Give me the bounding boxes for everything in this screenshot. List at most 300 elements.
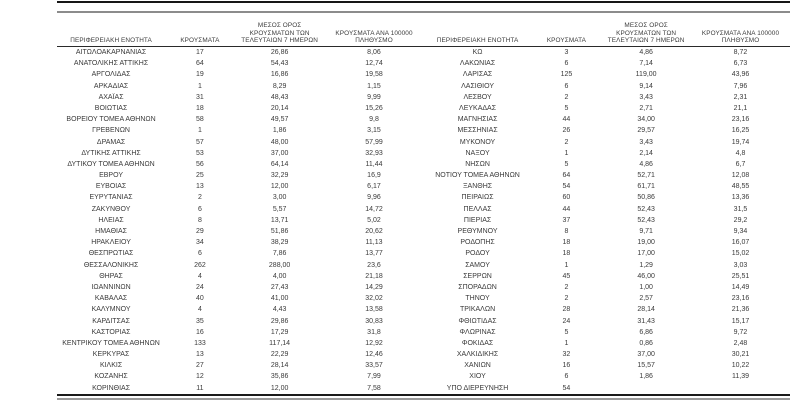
table-row <box>424 170 791 181</box>
cases-cell: 2 <box>564 93 569 101</box>
avg7-cell: 41,00 <box>270 295 289 303</box>
table-row <box>424 125 791 136</box>
cases-cell: 6 <box>197 205 202 213</box>
table-row <box>424 248 791 259</box>
avg7-cell: 19,00 <box>637 239 655 247</box>
avg7-cell: 5,57 <box>272 205 287 213</box>
table-row <box>57 58 424 69</box>
avg7-cell: 2,14 <box>639 149 653 157</box>
per100k-cell: 19,58 <box>365 71 383 79</box>
region-cell: ΣΑΜΟΥ <box>465 261 490 269</box>
avg7-cell: 16,86 <box>270 71 289 79</box>
table-row <box>57 271 424 282</box>
table-row <box>424 383 791 394</box>
table-row <box>424 316 791 327</box>
column-header-region: ΠΕΡΙΦΕΡΕΙΑΚΗ ΕΝΟΤΗΤΑ <box>436 36 519 44</box>
avg7-cell: 26,86 <box>270 49 289 56</box>
table-row <box>424 47 791 58</box>
avg7-cell: 1,29 <box>639 261 653 269</box>
table-row <box>424 81 791 92</box>
table-row <box>424 237 791 248</box>
table-row <box>57 81 424 92</box>
cases-cell: 44 <box>562 205 571 213</box>
avg7-cell: 0,86 <box>639 339 653 347</box>
cases-cell: 6 <box>564 373 569 381</box>
region-cell: ΦΘΙΩΤΙΔΑΣ <box>458 317 497 325</box>
per100k-cell: 15,26 <box>365 104 383 112</box>
cases-cell: 57 <box>196 138 204 146</box>
avg7-cell: 4,43 <box>272 306 287 314</box>
table-row <box>424 192 791 203</box>
region-cell: ΚΕΡΚΥΡΑΣ <box>92 351 130 359</box>
region-cell: ΕΒΡΟΥ <box>99 172 123 180</box>
cases-cell: 125 <box>560 71 573 79</box>
region-cell: ΝΟΤΙΟΥ ΤΟΜΕΑ ΑΘΗΝΩΝ <box>435 172 520 180</box>
region-cell: ΔΥΤΙΚΟΥ ΤΟΜΕΑ ΑΘΗΝΩΝ <box>67 160 155 168</box>
avg7-cell: 20,14 <box>270 104 289 112</box>
region-cell: ΚΑΒΑΛΑΣ <box>94 295 128 303</box>
region-cell: ΜΥΚΟΝΟΥ <box>459 138 496 146</box>
table-row <box>424 69 791 80</box>
table-row <box>57 92 424 103</box>
per100k-cell: 21,1 <box>733 104 748 112</box>
per100k-cell: 14,72 <box>365 205 383 213</box>
avg7-cell: 22,29 <box>270 351 289 359</box>
avg7-cell: 61,71 <box>637 183 655 191</box>
per100k-cell: 11,44 <box>365 160 383 168</box>
avg7-cell: 17,29 <box>270 328 289 336</box>
avg7-cell: 3,00 <box>272 194 287 202</box>
region-cell: ΡΕΘΥΜΝΟΥ <box>457 228 498 235</box>
avg7-cell: 31,43 <box>637 317 655 325</box>
avg7-cell: 1,86 <box>639 373 653 381</box>
table-row <box>424 293 791 304</box>
per100k-cell: 23,16 <box>731 295 750 303</box>
per100k-cell: 6,17 <box>367 183 381 191</box>
table-row <box>424 58 791 69</box>
table-row <box>424 148 791 159</box>
region-cell: ΚΑΣΤΟΡΙΑΣ <box>91 328 131 336</box>
cases-cell: 26 <box>562 127 571 135</box>
region-cell: ΣΠΟΡΑΔΩΝ <box>458 283 497 291</box>
cases-cell: 45 <box>562 272 571 280</box>
per100k-cell: 30,21 <box>731 351 750 359</box>
cases-cell: 4 <box>197 272 202 280</box>
region-cell: ΝΑΞΟΥ <box>465 149 490 157</box>
per100k-cell: 12,74 <box>365 60 383 68</box>
per100k-cell: 12,92 <box>365 339 383 347</box>
column-header-per100k: ΚΡΟΥΣΜΑΤΑ ΑΝΑ 100000 ΠΛΗΘΥΣΜΟ <box>335 29 413 44</box>
table-row <box>57 215 424 226</box>
table-row <box>424 282 791 293</box>
cases-cell: 56 <box>196 160 204 168</box>
table-row <box>424 360 791 371</box>
avg7-cell: 52,43 <box>637 205 655 213</box>
table-row <box>57 204 424 215</box>
avg7-cell: 9,71 <box>639 228 653 235</box>
region-cell: ΛΕΥΚΑΔΑΣ <box>459 104 497 112</box>
region-cell: ΚΟΖΑΝΗΣ <box>94 373 128 381</box>
per100k-cell: 13,58 <box>365 306 383 314</box>
per100k-cell: 4,8 <box>735 149 746 157</box>
region-cell: ΤΗΝΟΥ <box>465 295 490 303</box>
cases-cell: 2 <box>564 295 569 303</box>
cases-cell: 18 <box>562 250 571 258</box>
region-cell: ΔΡΑΜΑΣ <box>96 138 126 146</box>
table-row <box>57 192 424 203</box>
per100k-cell: 13,36 <box>731 194 750 202</box>
avg7-cell: 17,00 <box>637 250 655 258</box>
per100k-cell: 15,02 <box>731 250 750 258</box>
region-cell: ΗΡΑΚΛΕΙΟΥ <box>91 239 131 247</box>
bottom-gray-line <box>57 398 790 400</box>
table-row <box>424 103 791 114</box>
per100k-cell: 11,13 <box>365 239 383 247</box>
region-cell: ΑΡΚΑΔΙΑΣ <box>93 82 129 90</box>
cases-cell: 27 <box>196 362 204 370</box>
avg7-cell: 13,71 <box>270 216 289 224</box>
region-cell: ΤΡΙΚΑΛΩΝ <box>459 306 496 314</box>
avg7-cell: 37,00 <box>637 351 655 359</box>
avg7-cell: 48,43 <box>270 93 289 101</box>
table-row <box>57 260 424 271</box>
cases-cell: 1 <box>197 127 202 135</box>
avg7-cell: 6,86 <box>639 328 653 336</box>
cases-cell: 32 <box>562 351 571 359</box>
cases-cell: 18 <box>562 239 571 247</box>
table-row <box>424 371 791 382</box>
per100k-cell: 8,06 <box>367 49 381 56</box>
avg7-cell: 4,86 <box>639 49 653 56</box>
per100k-cell: 14,49 <box>731 283 750 291</box>
region-cell: ΘΕΣΣΑΛΟΝΙΚΗΣ <box>83 261 139 269</box>
table-row <box>57 137 424 148</box>
column-header-region: ΠΕΡΙΦΕΡΕΙΑΚΗ ΕΝΟΤΗΤΑ <box>70 36 152 44</box>
region-cell: ΧΑΝΙΩΝ <box>464 362 491 370</box>
top-divider-line <box>57 1 790 3</box>
per100k-cell: 9,72 <box>733 328 748 336</box>
table-row <box>424 114 791 125</box>
region-cell: ΛΑΣΙΘΙΟΥ <box>461 82 494 90</box>
cases-cell: 2 <box>197 194 202 202</box>
table-row <box>57 170 424 181</box>
cases-cell: 6 <box>197 250 202 258</box>
avg7-cell: 50,86 <box>637 194 655 202</box>
per100k-cell: 57,99 <box>365 138 383 146</box>
region-cell: ΦΛΩΡΙΝΑΣ <box>459 328 496 336</box>
avg7-cell: 51,86 <box>270 228 289 235</box>
region-cell: ΑΡΓΟΛΙΔΑΣ <box>91 71 131 79</box>
region-cell: ΘΕΣΠΡΩΤΙΑΣ <box>88 250 134 258</box>
table-row <box>424 215 791 226</box>
cases-cell: 60 <box>562 194 571 202</box>
region-cell: ΧΙΟΥ <box>469 373 486 381</box>
per100k-cell: 33,57 <box>365 362 383 370</box>
table-row <box>424 304 791 315</box>
cases-cell: 11 <box>196 384 204 392</box>
region-cell: ΑΙΤΩΛΟΑΚΑΡΝΑΝΙΑΣ <box>75 49 147 56</box>
region-cell: ΛΑΡΙΣΑΣ <box>462 71 493 79</box>
per100k-cell: 5,02 <box>367 216 381 224</box>
table-row <box>57 159 424 170</box>
per100k-cell: 16,9 <box>367 172 381 180</box>
avg7-cell: 9,14 <box>639 82 653 90</box>
per100k-cell: 3,15 <box>367 127 381 135</box>
per100k-cell: 48,55 <box>731 183 750 191</box>
region-cell: ΞΑΝΘΗΣ <box>463 183 493 191</box>
table-row <box>57 338 424 349</box>
cases-cell: 53 <box>196 149 204 157</box>
table-row <box>57 282 424 293</box>
avg7-cell: 117,14 <box>269 339 291 347</box>
avg7-cell: 54,43 <box>270 60 289 68</box>
table-row <box>57 304 424 315</box>
per100k-cell: 12,08 <box>731 172 750 180</box>
avg7-cell: 28,14 <box>270 362 289 370</box>
region-cell: ΛΕΣΒΟΥ <box>463 93 492 101</box>
per100k-cell: 14,29 <box>365 283 383 291</box>
per100k-cell: 21,36 <box>731 306 750 314</box>
cases-cell: 44 <box>562 116 571 124</box>
region-cell: ΑΝΑΤΟΛΙΚΗΣ ΑΤΤΙΚΗΣ <box>73 60 149 68</box>
table-row <box>57 148 424 159</box>
cases-cell: 16 <box>562 362 571 370</box>
per100k-cell: 13,77 <box>365 250 383 258</box>
column-header-per100k: ΚΡΟΥΣΜΑΤΑ ΑΝΑ 100000 ΠΛΗΘΥΣΜΟ <box>701 29 780 44</box>
cases-cell: 4 <box>197 306 202 314</box>
avg7-cell: 46,00 <box>637 272 655 280</box>
per100k-cell: 30,83 <box>365 317 383 325</box>
table-row <box>57 181 424 192</box>
region-cell: ΒΟΙΩΤΙΑΣ <box>94 104 128 112</box>
table-header-row <box>57 13 790 47</box>
region-cell: ΜΕΣΣΗΝΙΑΣ <box>457 127 498 135</box>
region-cell: ΚΕΝΤΡΙΚΟΥ ΤΟΜΕΑ ΑΘΗΝΩΝ <box>62 339 160 347</box>
region-cell: ΠΙΕΡΙΑΣ <box>463 216 492 224</box>
cases-cell: 37 <box>562 216 571 224</box>
region-cell: ΥΠΟ ΔΙΕΡΕΥΝΗΣΗ <box>446 384 509 392</box>
region-cell: ΦΟΚΙΔΑΣ <box>461 339 494 347</box>
cases-cell: 6 <box>564 82 569 90</box>
avg7-cell: 37,00 <box>270 149 289 157</box>
cases-cell: 34 <box>196 239 204 247</box>
per100k-cell: 7,99 <box>367 373 381 381</box>
region-cell: ΚΟΡΙΝΘΙΑΣ <box>92 384 131 392</box>
table-right-body <box>424 47 791 394</box>
region-cell: ΖΑΚΥΝΘΟΥ <box>91 205 131 213</box>
cases-cell: 8 <box>564 228 569 235</box>
column-header-avg7: ΜΕΣΟΣ ΟΡΟΣ ΚΡΟΥΣΜΑΤΩΝ ΤΩΝ ΤΕΛΕΥΤΑΙΩΝ 7 ΗΜΕΡΩΝ <box>241 22 318 44</box>
table-row <box>424 327 791 338</box>
table-row <box>424 271 791 282</box>
region-cell: ΝΗΣΩΝ <box>465 160 490 168</box>
cases-cell: 24 <box>562 317 571 325</box>
cases-cell: 19 <box>196 71 204 79</box>
region-cell: ΘΗΡΑΣ <box>99 272 123 280</box>
per100k-cell: 23,16 <box>731 116 750 124</box>
table-row <box>424 349 791 360</box>
per100k-cell: 10,22 <box>731 362 750 370</box>
table-left-body <box>57 47 424 394</box>
avg7-cell: 48,00 <box>270 138 289 146</box>
region-cell: ΜΑΓΝΗΣΙΑΣ <box>457 116 498 124</box>
avg7-cell: 12,00 <box>270 183 289 191</box>
avg7-cell: 4,86 <box>639 160 653 168</box>
cases-cell: 1 <box>564 261 569 269</box>
avg7-cell: 1,86 <box>272 127 287 135</box>
cases-cell: 64 <box>196 60 204 68</box>
bottom-dark-line <box>57 394 790 396</box>
cases-cell: 5 <box>564 160 569 168</box>
region-cell: ΙΩΑΝΝΙΝΩΝ <box>91 283 131 291</box>
cases-cell: 35 <box>196 317 204 325</box>
avg7-cell: 12,00 <box>270 384 289 392</box>
region-cell: ΑΧΑΪΑΣ <box>98 93 124 101</box>
cases-cell: 133 <box>194 339 206 347</box>
per100k-cell: 29,2 <box>733 216 748 224</box>
column-header-cases: ΚΡΟΥΣΜΑΤΑ <box>546 36 587 44</box>
avg7-cell: 2,71 <box>639 104 653 112</box>
avg7-cell: 8,29 <box>272 82 287 90</box>
avg7-cell: 28,14 <box>637 306 655 314</box>
table-row <box>424 137 791 148</box>
per100k-cell: 21,18 <box>365 272 383 280</box>
avg7-cell: 3,43 <box>639 93 653 101</box>
avg7-cell: 34,00 <box>637 116 655 124</box>
per100k-cell: 19,74 <box>731 138 750 146</box>
avg7-cell: 7,86 <box>272 250 287 258</box>
per100k-cell: 16,25 <box>731 127 750 135</box>
table-row <box>57 114 424 125</box>
column-header-cases: ΚΡΟΥΣΜΑΤΑ <box>180 36 220 44</box>
table-frame <box>57 0 790 400</box>
table-row <box>57 371 424 382</box>
per100k-cell: 31,5 <box>733 205 748 213</box>
table-row <box>57 69 424 80</box>
region-cell: ΧΑΛΚΙΔΙΚΗΣ <box>456 351 499 359</box>
table-bottom-border <box>57 394 790 400</box>
region-cell: ΒΟΡΕΙΟΥ ΤΟΜΕΑ ΑΘΗΝΩΝ <box>66 116 156 124</box>
per100k-cell: 7,58 <box>367 384 381 392</box>
avg7-cell: 119,00 <box>635 71 657 79</box>
per100k-cell: 2,48 <box>733 339 748 347</box>
per100k-cell: 3,03 <box>733 261 748 269</box>
per100k-cell: 32,02 <box>365 295 383 303</box>
region-cell: ΣΕΡΡΩΝ <box>463 272 492 280</box>
table-row <box>57 327 424 338</box>
cases-cell: 8 <box>197 216 202 224</box>
per100k-cell: 31,8 <box>367 328 381 336</box>
cases-cell: 16 <box>196 328 204 336</box>
table-row <box>57 237 424 248</box>
avg7-cell: 35,86 <box>270 373 289 381</box>
cases-cell: 24 <box>196 283 204 291</box>
cases-cell: 5 <box>564 104 569 112</box>
region-cell: ΡΟΔΟΥ <box>465 250 490 258</box>
region-cell: ΔΥΤΙΚΗΣ ΑΤΤΙΚΗΣ <box>81 149 141 157</box>
region-cell: ΓΡΕΒΕΝΩΝ <box>92 127 130 135</box>
avg7-cell: 15,57 <box>637 362 655 370</box>
cases-cell: 28 <box>562 306 571 314</box>
per100k-cell: 15,17 <box>731 317 750 325</box>
region-cell: ΛΑΚΩΝΙΑΣ <box>459 60 496 68</box>
avg7-cell: 288,00 <box>268 261 291 269</box>
cases-cell: 13 <box>196 183 204 191</box>
region-cell: ΚΙΛΚΙΣ <box>99 362 123 370</box>
cases-cell: 3 <box>564 49 569 56</box>
per100k-cell: 23,6 <box>367 261 381 269</box>
per100k-cell: 9,99 <box>367 93 381 101</box>
per100k-cell: 9,96 <box>367 194 381 202</box>
cases-cell: 12 <box>196 373 204 381</box>
region-cell: ΚΑΛΥΜΝΟΥ <box>91 306 131 314</box>
avg7-cell: 2,57 <box>639 295 653 303</box>
region-cell: ΚΩ <box>472 49 483 56</box>
cases-cell: 6 <box>564 60 569 68</box>
table-row <box>424 226 791 237</box>
cases-cell: 1 <box>564 339 569 347</box>
avg7-cell: 52,43 <box>637 216 655 224</box>
cases-cell: 54 <box>562 384 571 392</box>
cases-cell: 31 <box>196 93 204 101</box>
avg7-cell: 52,71 <box>637 172 655 180</box>
avg7-cell: 29,86 <box>270 317 289 325</box>
cases-cell: 5 <box>564 328 569 336</box>
per100k-cell: 7,96 <box>733 82 748 90</box>
avg7-cell: 29,57 <box>637 127 655 135</box>
cases-cell: 54 <box>562 183 571 191</box>
table-left-header <box>57 13 424 47</box>
region-cell: ΕΥΒΟΙΑΣ <box>95 183 127 191</box>
avg7-cell: 38,29 <box>270 239 289 247</box>
per100k-cell: 25,51 <box>731 272 750 280</box>
cases-cell: 25 <box>196 172 204 180</box>
table-row <box>57 349 424 360</box>
region-cell: ΠΕΛΛΑΣ <box>463 205 492 213</box>
per100k-cell: 2,31 <box>733 93 748 101</box>
table-row <box>57 103 424 114</box>
cases-cell: 29 <box>196 228 204 235</box>
avg7-cell: 32,29 <box>270 172 289 180</box>
per100k-cell: 9,34 <box>733 228 748 235</box>
avg7-cell: 27,43 <box>270 283 289 291</box>
per100k-cell: 6,7 <box>735 160 746 168</box>
cases-cell: 2 <box>564 283 569 291</box>
region-cell: ΠΕΙΡΑΙΩΣ <box>461 194 494 202</box>
avg7-cell: 64,14 <box>270 160 289 168</box>
cases-cell: 1 <box>197 82 202 90</box>
table-row <box>424 181 791 192</box>
region-cell: ΡΟΔΟΠΗΣ <box>460 239 495 247</box>
per100k-cell: 8,72 <box>733 49 748 56</box>
per100k-cell: 12,46 <box>365 351 383 359</box>
table-row <box>424 204 791 215</box>
table-right-header <box>424 13 791 47</box>
region-cell: ΕΥΡΥΤΑΝΙΑΣ <box>89 194 133 202</box>
table-row <box>57 293 424 304</box>
table-row <box>424 159 791 170</box>
table-row <box>57 316 424 327</box>
cases-cell: 58 <box>196 116 204 124</box>
table-row <box>57 383 424 394</box>
table-row <box>57 125 424 136</box>
per100k-cell: 6,73 <box>733 60 748 68</box>
region-cell: ΗΛΕΙΑΣ <box>98 216 124 224</box>
column-header-avg7: ΜΕΣΟΣ ΟΡΟΣ ΚΡΟΥΣΜΑΤΩΝ ΤΩΝ ΤΕΛΕΥΤΑΙΩΝ 7 ΗΜΕΡΩΝ <box>607 22 685 44</box>
avg7-cell: 4,00 <box>272 272 287 280</box>
cases-cell: 40 <box>196 295 204 303</box>
cases-cell: 1 <box>564 149 569 157</box>
